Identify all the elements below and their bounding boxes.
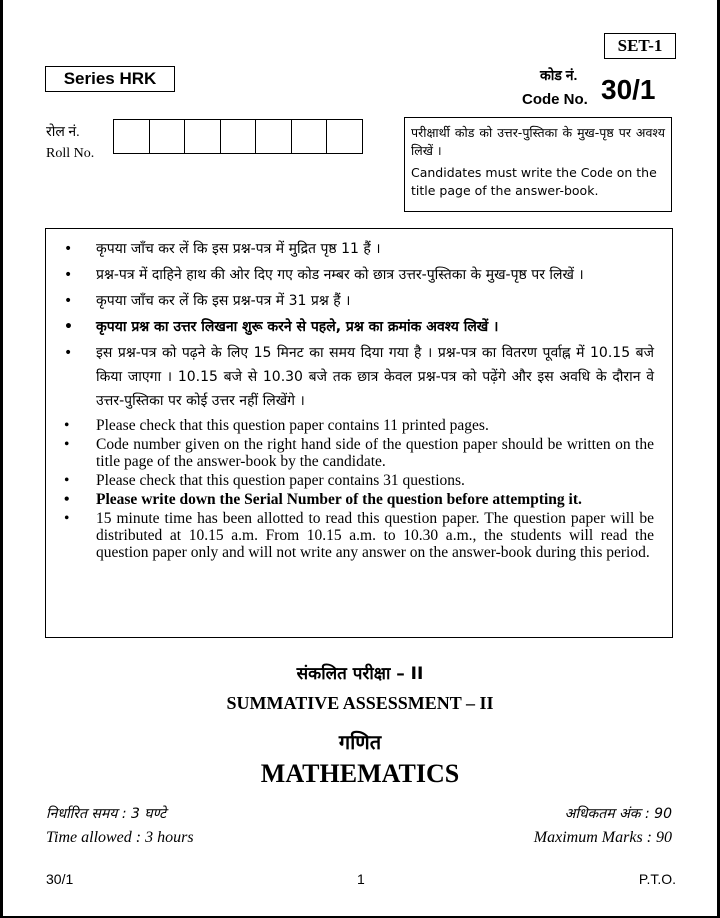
roll-box[interactable]: [221, 119, 257, 154]
roll-box[interactable]: [292, 119, 328, 154]
series-label: Series HRK: [45, 66, 175, 92]
assessment-title-english: SUMMATIVE ASSESSMENT – II: [226, 693, 494, 713]
roll-box[interactable]: [114, 119, 150, 154]
instruction-english-5: • 15 minute time has been allotted to read this question paper. The question paper will be distributed at 10.15 a.m. From 10.15 a.m. to 10.30 a.m., the students will read the question paper only and will not write any answer on the answer-book during this period.: [64, 510, 654, 561]
instructions-box: [45, 228, 673, 638]
pto-label: P.T.O.: [638, 871, 676, 887]
instruction-hindi-2: • प्रश्न-पत्र में दाहिने हाथ की ओर दिए गए कोड नम्बर को छात्र उत्तर-पुस्तिका के मुख-पृष्ठ पर लिखें ।: [64, 263, 654, 287]
roll-box[interactable]: [150, 119, 186, 154]
time-allowed-english: Time allowed : 3 hours: [46, 829, 194, 846]
instruction-english-2: • Code number given on the right hand side of the question paper should be written on the title page of the answer-book by the candidate.: [64, 436, 654, 470]
set-label: SET-1: [604, 33, 676, 59]
instruction-hindi-4: • कृपया प्रश्न का उत्तर लिखना शुरू करने से पहले, प्रश्न का क्रमांक अवश्य लिखें ।: [64, 315, 654, 339]
subject-title-hindi: गणित: [338, 730, 382, 754]
roll-label-english: Roll No.: [46, 146, 95, 161]
instruction-hindi-1: • कृपया जाँच कर लें कि इस प्रश्न-पत्र में मुद्रित पृष्ठ 11 हैं ।: [64, 237, 654, 261]
time-allowed-hindi: निर्धारित समय : 3 घण्टे: [46, 806, 167, 822]
candidate-code-notice: [404, 117, 672, 212]
roll-box[interactable]: [256, 119, 292, 154]
code-label-english: Code No.: [522, 91, 588, 108]
instruction-hindi-3: • कृपया जाँच कर लें कि इस प्रश्न-पत्र में 31 प्रश्न हैं ।: [64, 289, 654, 313]
roll-label-hindi: रोल नं.: [46, 125, 80, 140]
instructions-list: [64, 237, 654, 561]
candidate-notice-hindi: परीक्षार्थी कोड को उत्तर-पुस्तिका के मुख-पृष्ठ पर अवश्य लिखें ।: [411, 125, 665, 158]
code-label-hindi: कोड नं.: [540, 67, 578, 83]
maximum-marks-english: Maximum Marks : 90: [533, 829, 672, 846]
roll-box[interactable]: [327, 119, 363, 154]
code-number: 30/1: [601, 74, 656, 105]
instruction-english-3: • Please check that this question paper contains 31 questions.: [64, 472, 654, 489]
assessment-title-hindi: संकलित परीक्षा – II: [296, 664, 424, 684]
roll-box[interactable]: [185, 119, 221, 154]
roll-number-grid: [113, 119, 363, 154]
instruction-english-4: • Please write down the Serial Number of the question before attempting it.: [64, 491, 654, 508]
maximum-marks-hindi: अधिकतम अंक : 90: [564, 806, 672, 822]
instruction-hindi-5: • इस प्रश्न-पत्र को पढ़ने के लिए 15 मिनट का समय दिया गया है । प्रश्न-पत्र का वितरण पूर्वाह्न में 10.15 बजे किया जाएगा । 10.15 बजे से 10.30 बजे तक छात्र केवल प्रश्न-पत्र को पढ़ेंगे और इस अवधि के दौरान वे उत्तर-पुस्तिका पर कोई उत्तर नहीं लिखेंगे ।: [64, 341, 654, 413]
instruction-english-1: • Please check that this question paper contains 11 printed pages.: [64, 417, 654, 434]
page-number: 1: [357, 871, 365, 887]
footer-code: 30/1: [46, 871, 74, 887]
subject-title-english: MATHEMATICS: [260, 759, 460, 788]
candidate-notice-english: Candidates must write the Code on the title page of the answer-book.: [411, 165, 657, 198]
